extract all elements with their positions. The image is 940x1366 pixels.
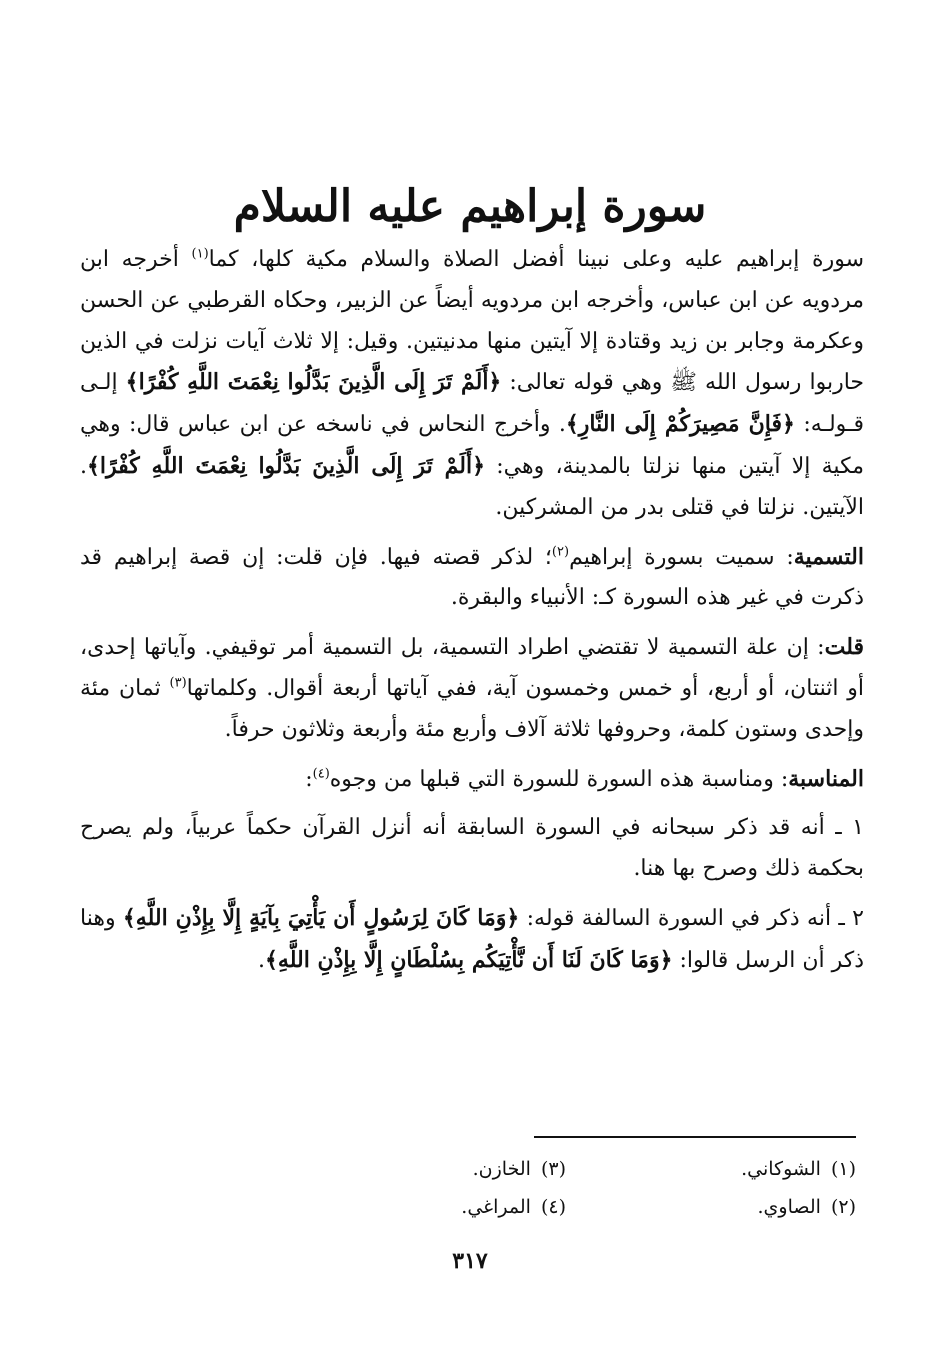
reply-text-a: : إن علة التسمية لا تقتضي اطراد التسمية، بل التسمية أمر توقيفي. وآياتها إحدى، أو اثنتان، أو أربع، أو خمس وخمسون آية، ففي آياتها أربعة أقوال. وكلماتها	[80, 635, 865, 701]
relevance-text-b: :	[305, 766, 313, 792]
quran-verse: ﴿أَلَمْ تَرَ إِلَى الَّذِينَ بَدَّلُوا نِعْمَتَ اللَّهِ كُفْرًا﴾	[125, 369, 502, 396]
intro-paragraph	[80, 240, 864, 529]
naming-heading: التسمية	[793, 543, 864, 570]
naming-text-a: : سميت بسورة إبراهيم	[569, 544, 794, 570]
relevance-paragraph	[80, 759, 864, 801]
footnote-separator	[534, 1136, 856, 1138]
footnote-number: (٢)	[830, 1196, 856, 1218]
point-two-text-c: .	[258, 947, 266, 973]
quran-verse: ﴿أَلَمْ تَرَ إِلَى الَّذِينَ بَدَّلُوا نِعْمَتَ اللَّهِ كُفْرًا﴾	[87, 452, 485, 479]
footnote-marker-2: (٢)	[551, 544, 570, 560]
intro-text-b: أخرجه ابن مردويه عن ابن عباس، وأخرجه ابن مردويه أيضاً عن الزبير، وحكاه القرطبي عن الحسن وعكرمة وجابر بن زيد وقتادة إلا آيتين منها مدنيتين. وقيل: إلا ثلاث آيات نزلت في الذين حاربوا رسول الله ﷺ وهي قوله تعالى:	[80, 247, 865, 396]
reply-paragraph	[80, 627, 864, 750]
footnote-marker-4: (٤)	[312, 766, 330, 782]
reply-heading: قلت	[824, 634, 864, 661]
relevance-heading: المناسبة	[788, 765, 864, 792]
naming-text-b: ؛ لذكر قصته فيها. فإن قلت: إن قصة إبراهيم قد ذكرت في غير هذه السورة كـ: الأنبياء والبقرة.	[80, 544, 864, 611]
footnote-item	[473, 1154, 566, 1184]
footnote-text: الشوكاني.	[741, 1158, 821, 1180]
point-two-text-b: وهنا ذكر أن الرسل قالوا:	[80, 905, 864, 973]
footnote-text: الصاوي.	[757, 1196, 821, 1218]
naming-paragraph	[80, 537, 864, 620]
footnote-number: (١)	[830, 1158, 856, 1180]
footnote-text: الخازن.	[472, 1158, 531, 1180]
intro-text-d: . وأخرج النحاس في ناسخه عن ابن عباس قال: وهي مكية إلا آيتين منها نزلتا بالمدينة، وهي:	[80, 412, 865, 479]
point-two-text-a: ٢ ـ أنه ذكر في السورة السالفة قوله:	[519, 905, 864, 931]
main-text	[80, 240, 864, 982]
reply-text-b: ثمان مئة وإحدى وستون كلمة، وحروفها ثلاثة آلاف وأربع مئة وأربعة وثلاثون حرفاً.	[80, 675, 864, 742]
footnote-text: المراغي.	[461, 1196, 531, 1218]
footnote-marker-3: (٣)	[169, 675, 187, 691]
quran-verse: ﴿وَمَا كَانَ لَنَا أَن نَّأْتِيَكُم بِسُلْطَانٍ إِلَّا بِإِذْنِ اللَّهِ﴾	[265, 946, 673, 973]
footnote-marker-1: (١)	[191, 246, 209, 262]
point-one-paragraph: ١ ـ أنه قد ذكر سبحانه في السورة السابقة أنه أنزل القرآن حكماً عربياً، ولم يصرح بحكمة ذلك وصرح بها هنا.	[80, 815, 864, 882]
quran-verse: ﴿فَإِنَّ مَصِيرَكُمْ إِلَى النَّارِ﴾	[565, 411, 795, 438]
relevance-text-a: : ومناسبة هذه السورة للسورة التي قبلها من وجوه	[329, 766, 789, 792]
footnote-number: (٤)	[540, 1196, 566, 1218]
point-two-paragraph	[80, 898, 864, 982]
intro-text-c: إلـى قـولـه:	[80, 370, 864, 438]
intro-text-e: . الآيتين. نزلتا في قتلى بدر من المشركين.	[80, 453, 864, 520]
quran-verse: ﴿وَمَا كَانَ لِرَسُولٍ أَن يَأْتِيَ بِآيَةٍ إِلَّا بِإِذْنِ اللَّهِ﴾	[122, 904, 520, 931]
footnote-number: (٣)	[540, 1158, 566, 1180]
footnote-item	[741, 1154, 856, 1184]
footnote-item	[461, 1192, 566, 1222]
footnote-item	[758, 1192, 856, 1222]
surah-title: سورة إبراهيم عليه السلام	[233, 181, 707, 233]
footnotes	[296, 1150, 856, 1230]
page-number: ٣١٧	[452, 1248, 488, 1274]
intro-text-a: سورة إبراهيم عليه وعلى نبينا أفضل الصلاة والسلام مكية كلها، كما	[208, 247, 864, 272]
